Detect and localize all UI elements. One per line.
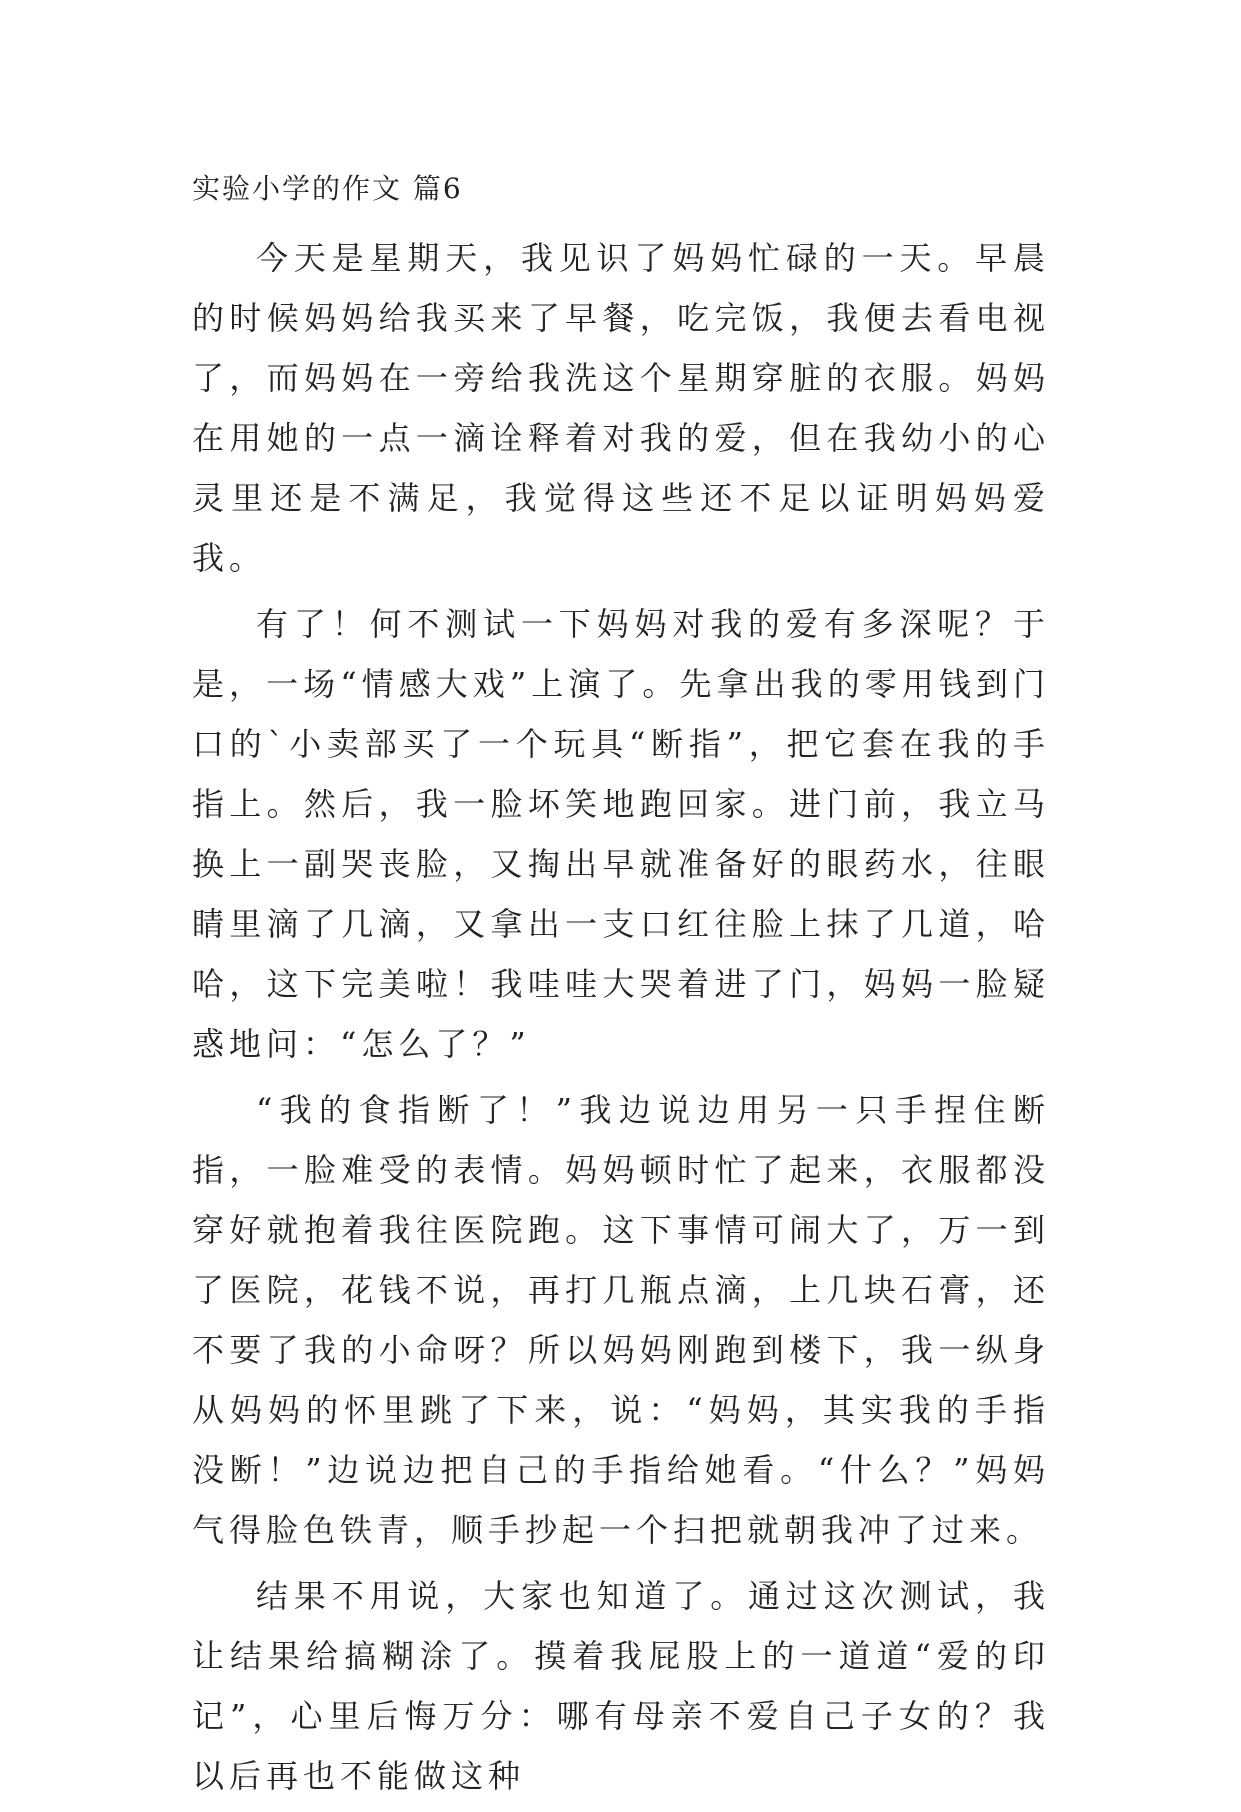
paragraph-3: “我的食指断了！”我边说边用另一只手捏住断指，一脸难受的表情。妈妈顿时忙了起来，衣服都没穿好就抱着我往医院跑。这下事情可闹大了，万一到了医院，花钱不说，再打几瓶点滴，上几块石膏，还不要了我的小命呀？所以妈妈刚跑到楼下，我一纵身从妈妈的怀里跳了下来，说：“妈妈，其实我的手指没断！”边说边把自己的手指给她看。“什么？”妈妈气得脸色铁青，顺手抄起一个扫把就朝我冲了过来。	[192, 1091, 1050, 1549]
paragraph-1: 今天是星期天，我见识了妈妈忙碌的一天。早晨的时候妈妈给我买来了早餐，吃完饭，我便去看电视了，而妈妈在一旁给我洗这个星期穿脏的衣服。妈妈在用她的一点一滴诠释着对我的爱，但在我幼小的心灵里还是不满足，我觉得这些还不足以证明妈妈爱我。	[192, 239, 1050, 577]
paragraph-2: 有了！何不测试一下妈妈对我的爱有多深呢？于是，一场“情感大戏”上演了。先拿出我的零用钱到门口的`小卖部买了一个玩具“断指”，把它套在我的手指上。然后，我一脸坏笑地跑回家。进门前，我立马换上一副哭丧脸，又掏出早就准备好的眼药水，往眼睛里滴了几滴，又拿出一支口红往脸上抹了几道，哈哈，这下完美啦！我哇哇大哭着进了门，妈妈一脸疑惑地问：“怎么了？”	[192, 605, 1050, 1063]
paragraph-4: 结果不用说，大家也知道了。通过这次测试，我让结果给搞糊涂了。摸着我屁股上的一道道“爱的印记”，心里后悔万分：哪有母亲不爱自己子女的？我以后再也不能做这种	[192, 1577, 1050, 1795]
document-body	[192, 168, 1050, 1812]
essay-title: 实验小学的作文 篇6	[192, 172, 463, 205]
